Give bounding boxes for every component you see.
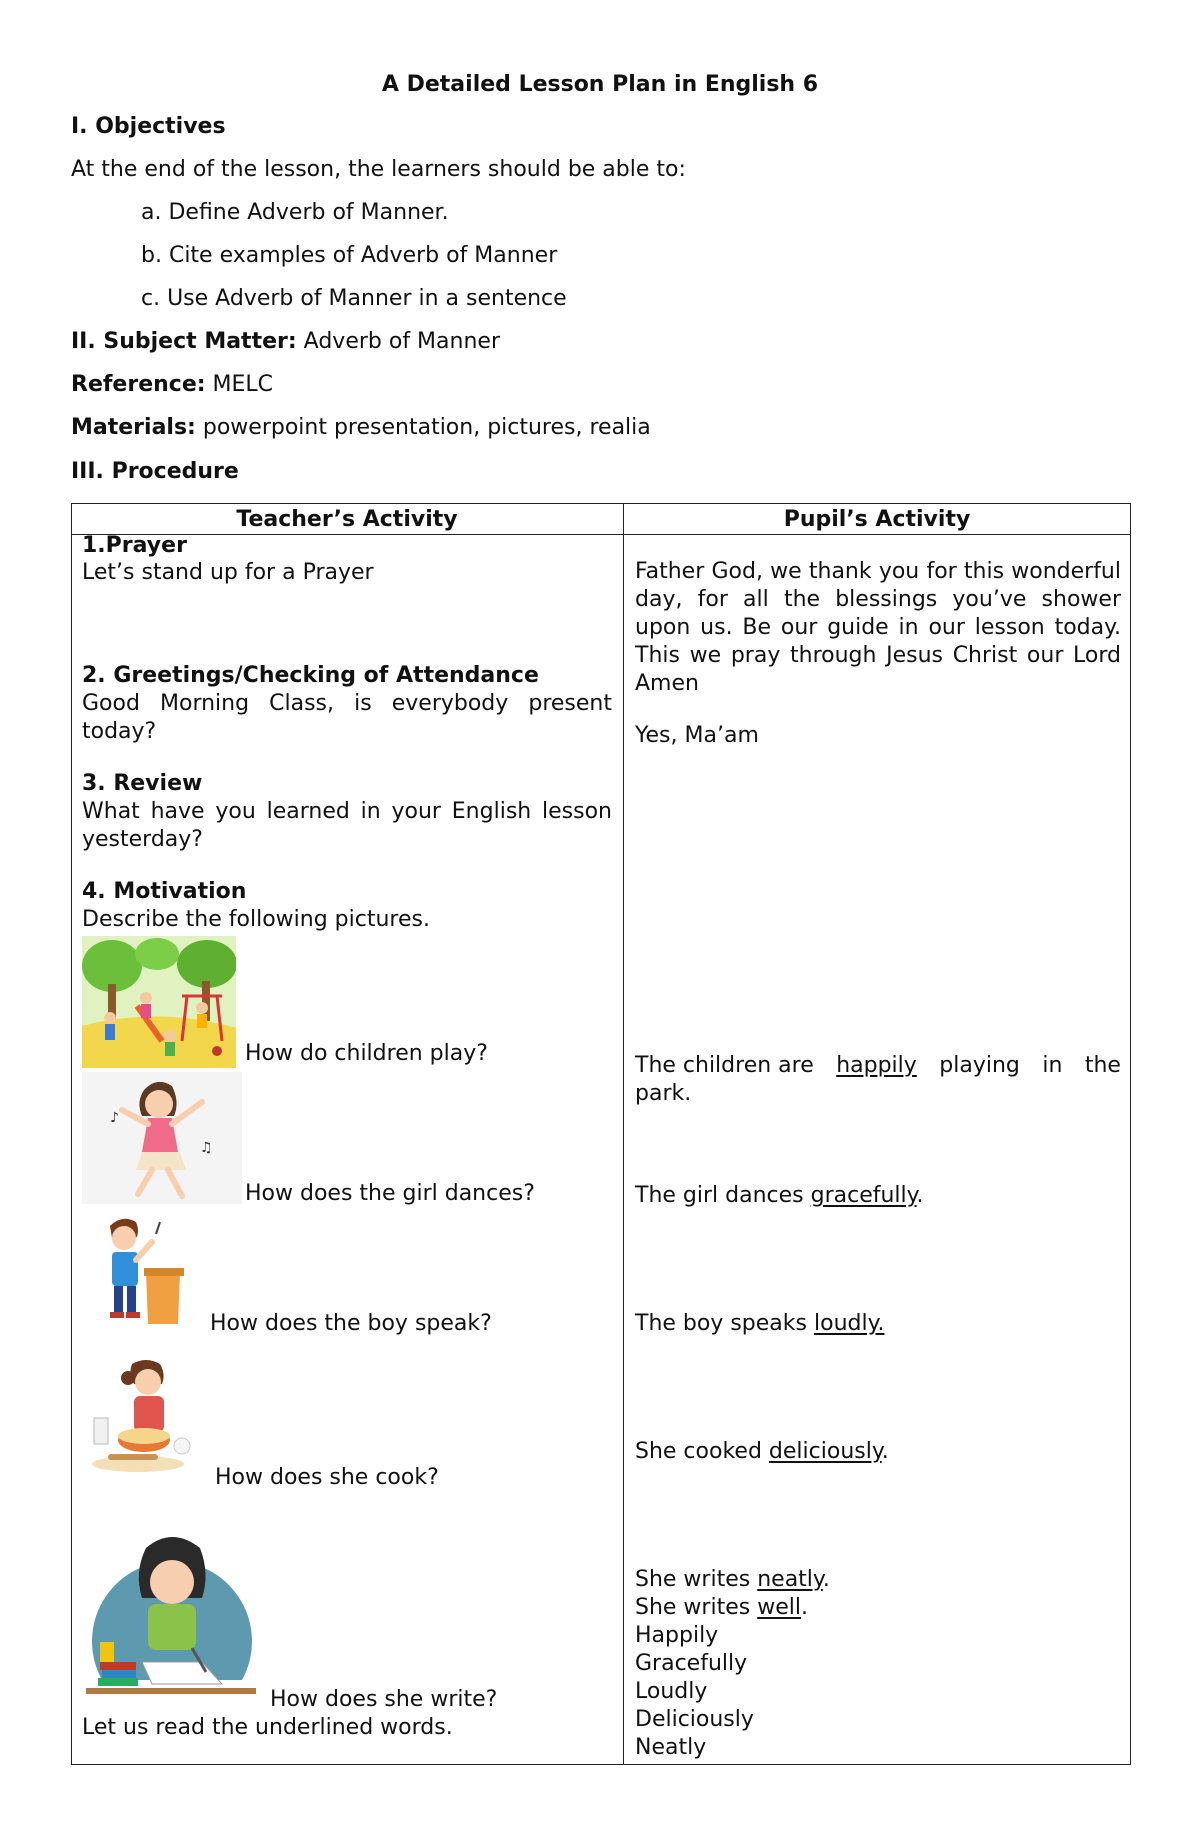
pupil-activity-header: Pupil’s Activity — [783, 507, 971, 532]
boy-speaking-picture — [100, 1212, 188, 1332]
answer-text: the — [1084, 1053, 1121, 1078]
reference — [71, 371, 273, 399]
motivation-text: Describe the following pictures. — [82, 907, 430, 932]
subject-matter-value: Adverb of Manner — [303, 329, 500, 354]
greetings-text: Good Morning Class, is everybody present today? — [82, 691, 612, 744]
objectives-heading: I. Objectives — [71, 114, 226, 139]
answer-text: . — [800, 1595, 808, 1620]
objective-item: b. Cite examples of Adverb of Manner — [141, 243, 558, 268]
answer-text: The girl dances — [635, 1183, 804, 1208]
adverb-list-item: Neatly — [635, 1735, 707, 1760]
pupil-attendance-answer: Yes, Ma’am — [635, 723, 759, 748]
review-text: What have you learned in your English lesson yesterday? — [82, 799, 612, 852]
reference-label: Reference: — [71, 372, 206, 397]
svg-text:♫: ♫ — [200, 1140, 213, 1156]
answer-text: playing — [939, 1053, 1020, 1078]
subject-matter — [71, 328, 500, 356]
objective-item: a. Define Adverb of Manner. — [141, 200, 449, 225]
adverb-list-item: Loudly — [635, 1679, 708, 1704]
question-she-cooks: How does she cook? — [215, 1465, 439, 1490]
prayer-title: 1.Prayer — [82, 533, 187, 558]
adverb-list-item: Gracefully — [635, 1651, 748, 1676]
objective-item: c. Use Adverb of Manner in a sentence — [141, 286, 567, 311]
prayer-text: Let’s stand up for a Prayer — [82, 560, 374, 585]
answer-text: She cooked — [635, 1439, 762, 1464]
table-column-divider — [623, 503, 624, 1765]
page-title: A Detailed Lesson Plan in English 6 — [381, 72, 819, 97]
answer-text: The children are — [635, 1053, 814, 1078]
teacher-activity-header: Teacher’s Activity — [236, 507, 458, 532]
reference-value: MELC — [212, 372, 274, 397]
answer-girl-dances — [635, 1182, 924, 1210]
question-she-writes: How does she write? — [270, 1687, 498, 1712]
materials-value: powerpoint presentation, pictures, realia — [202, 415, 651, 440]
question-children-play: How do children play? — [245, 1041, 488, 1066]
materials-label: Materials: — [71, 415, 196, 440]
girl-writing-picture — [82, 1512, 262, 1698]
objectives-intro: At the end of the lesson, the learners should be able to: — [71, 157, 686, 182]
closing-instruction: Let us read the underlined words. — [82, 1715, 453, 1740]
answer-children-play — [635, 1052, 1121, 1108]
answer-text: The boy speaks — [635, 1311, 807, 1336]
materials — [71, 414, 651, 442]
answer-text: in — [1042, 1053, 1063, 1078]
table-header-divider — [71, 534, 1131, 535]
answer-text: park. — [635, 1081, 692, 1106]
subject-matter-label: II. Subject Matter: — [71, 329, 297, 354]
svg-text:♪: ♪ — [110, 1110, 119, 1126]
procedure-heading: III. Procedure — [71, 459, 239, 484]
answer-text: She writes — [635, 1567, 751, 1592]
motivation-title: 4. Motivation — [82, 879, 247, 904]
question-boy-speaks: How does the boy speak? — [210, 1311, 492, 1336]
girl-cooking-picture — [88, 1358, 200, 1476]
children-playing-picture — [82, 936, 236, 1068]
dancing-girl-picture — [82, 1072, 242, 1204]
answer-she-writes-well — [635, 1594, 808, 1622]
answer-boy-speaks — [635, 1310, 884, 1338]
greetings-title: 2. Greetings/Checking of Attendance — [82, 663, 539, 688]
answer-text: . — [881, 1439, 889, 1464]
adverb-word: deliciously — [768, 1439, 882, 1464]
answer-text: . — [822, 1567, 830, 1592]
review-title: 3. Review — [82, 771, 203, 796]
adverb-word: neatly — [757, 1567, 823, 1592]
question-girl-dances: How does the girl dances? — [245, 1181, 535, 1206]
adverb-word: loudly. — [814, 1311, 885, 1336]
adverb-list-item: Happily — [635, 1623, 719, 1648]
adverb-word: gracefully — [810, 1183, 917, 1208]
adverb-word: happily — [836, 1053, 917, 1078]
answer-she-writes-neatly — [635, 1566, 830, 1594]
answer-text: She writes — [635, 1595, 751, 1620]
adverb-word: well — [757, 1595, 801, 1620]
adverb-list-item: Deliciously — [635, 1707, 754, 1732]
pupil-prayer: Father God, we thank you for this wonderful day, for all the blessings you’ve shower upon us. Be our guide in our lesson today. This we pray through Jesus Christ our Lord Amen — [635, 559, 1121, 696]
answer-text: . — [916, 1183, 924, 1208]
answer-she-cooks — [635, 1438, 889, 1466]
